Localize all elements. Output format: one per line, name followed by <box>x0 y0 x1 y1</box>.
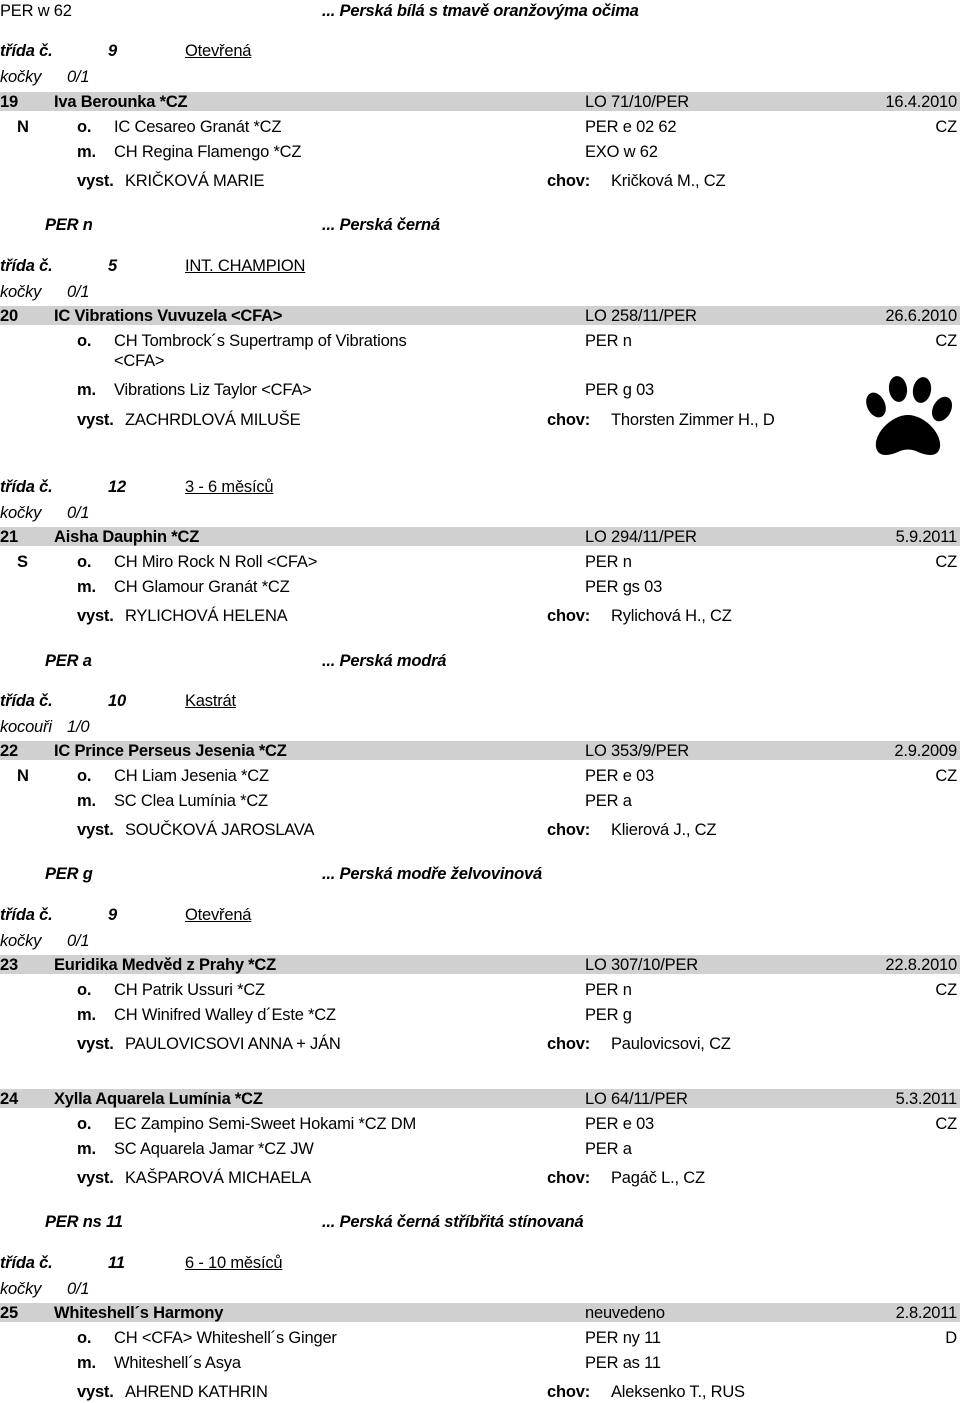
mother-name: CH Regina Flamengo *CZ <box>114 143 302 161</box>
entry-registration: LO 71/10/PER <box>585 93 689 111</box>
father-name-continued: <CFA> <box>114 352 165 370</box>
class-label: třída č. <box>0 692 53 710</box>
sex-label: kočky <box>0 1280 42 1298</box>
exhibitor-label: vyst. <box>77 607 114 625</box>
class-number: 9 <box>108 42 117 60</box>
sex-count: 0/1 <box>67 68 90 86</box>
father-name: CH Miro Rock N Roll <CFA> <box>114 553 318 571</box>
entry-number: 21 <box>0 528 18 546</box>
entry-country: CZ <box>935 553 957 571</box>
class-name: 3 - 6 měsíců <box>185 478 274 496</box>
mother-label: m. <box>77 381 96 399</box>
entry-name: Xylla Aquarela Lumínia *CZ <box>54 1090 263 1108</box>
father-label: o. <box>77 553 92 571</box>
class-label: třída č. <box>0 478 53 496</box>
sex-count: 0/1 <box>67 932 90 950</box>
class-label: třída č. <box>0 257 53 275</box>
breeder-label: chov: <box>547 1383 591 1401</box>
mother-ems: PER g <box>585 1006 632 1024</box>
father-ems: PER n <box>585 981 632 999</box>
mother-name: Whiteshell´s Asya <box>114 1354 241 1372</box>
sex-count: 0/1 <box>67 1280 90 1298</box>
father-name: CH Tombrock´s Supertramp of Vibrations <box>114 332 407 350</box>
father-label: o. <box>77 767 92 785</box>
entry-number: 25 <box>0 1304 18 1322</box>
entry-registration: LO 307/10/PER <box>585 956 698 974</box>
sex-label: kočky <box>0 932 42 950</box>
entry-country: CZ <box>935 1115 957 1133</box>
exhibitor-name: AHREND KATHRIN <box>125 1383 268 1401</box>
father-ems: PER ny 11 <box>585 1329 661 1347</box>
breeder-name: Aleksenko T., RUS <box>611 1383 745 1401</box>
class-number: 9 <box>108 906 117 924</box>
exhibitor-name: KRIČKOVÁ MARIE <box>125 172 265 190</box>
breeder-label: chov: <box>547 607 591 625</box>
entry-registration: LO 294/11/PER <box>585 528 697 546</box>
entry-name: Whiteshell´s Harmony <box>54 1304 224 1322</box>
breeder-name: Kričková M., CZ <box>611 172 726 190</box>
entry-country: CZ <box>935 981 957 999</box>
breeder-name: Klierová J., CZ <box>611 821 717 839</box>
mother-name: CH Glamour Granát *CZ <box>114 578 290 596</box>
breeder-name: Pagáč L., CZ <box>611 1169 705 1187</box>
entry-name: IC Vibrations Vuvuzela <CFA> <box>54 307 283 325</box>
father-ems: PER e 03 <box>585 1115 655 1133</box>
section-code: PER n <box>45 216 93 234</box>
mother-ems: PER a <box>585 792 632 810</box>
exhibitor-name: PAULOVICSOVI ANNA + JÁN <box>125 1035 341 1053</box>
entry-birthdate: 26.6.2010 <box>885 307 957 325</box>
mother-name: CH Winifred Walley d´Este *CZ <box>114 1006 336 1024</box>
mother-ems: EXO w 62 <box>585 143 658 161</box>
father-label: o. <box>77 118 92 136</box>
entry-birthdate: 2.8.2011 <box>895 1304 957 1322</box>
entry-mark: N <box>17 767 29 785</box>
entry-name: Aisha Dauphin *CZ <box>54 528 200 546</box>
class-name: Otevřená <box>185 906 252 924</box>
entry-name: Euridika Medvěd z Prahy *CZ <box>54 956 276 974</box>
mother-ems: PER gs 03 <box>585 578 663 596</box>
class-label: třída č. <box>0 42 53 60</box>
sex-count: 0/1 <box>67 283 90 301</box>
father-name: CH Patrik Ussuri *CZ <box>114 981 265 999</box>
breeder-name: Thorsten Zimmer H., D <box>611 411 775 429</box>
exhibitor-name: SOUČKOVÁ JAROSLAVA <box>125 821 315 839</box>
mother-name: SC Clea Lumínia *CZ <box>114 792 268 810</box>
father-name: EC Zampino Semi-Sweet Hokami *CZ DM <box>114 1115 416 1133</box>
breeder-label: chov: <box>547 1169 591 1187</box>
entry-birthdate: 5.3.2011 <box>895 1090 957 1108</box>
mother-label: m. <box>77 1140 96 1158</box>
father-ems: PER e 02 62 <box>585 118 677 136</box>
entry-name: Iva Berounka *CZ <box>54 93 188 111</box>
entry-name: IC Prince Perseus Jesenia *CZ <box>54 742 287 760</box>
father-name: CH <CFA> Whiteshell´s Ginger <box>114 1329 337 1347</box>
section-code: PER ns 11 <box>45 1213 123 1231</box>
entry-country: D <box>945 1329 957 1347</box>
breeder-label: chov: <box>547 821 591 839</box>
exhibitor-label: vyst. <box>77 411 114 429</box>
entry-number: 22 <box>0 742 18 760</box>
class-number: 5 <box>108 257 117 275</box>
class-name: 6 - 10 měsíců <box>185 1254 283 1272</box>
entry-registration: LO 353/9/PER <box>585 742 689 760</box>
mother-label: m. <box>77 578 96 596</box>
entry-registration: LO 64/11/PER <box>585 1090 688 1108</box>
entry-number: 19 <box>0 93 18 111</box>
sex-label: kočky <box>0 504 42 522</box>
exhibitor-label: vyst. <box>77 1035 114 1053</box>
section-name: ... Perská černá <box>322 216 440 234</box>
class-number: 10 <box>108 692 126 710</box>
class-number: 11 <box>108 1254 125 1272</box>
entry-country: CZ <box>935 118 957 136</box>
entry-number: 23 <box>0 956 18 974</box>
class-number: 12 <box>108 478 126 496</box>
breeder-label: chov: <box>547 172 591 190</box>
class-name: Kastrát <box>185 692 236 710</box>
mother-label: m. <box>77 143 96 161</box>
mother-label: m. <box>77 1354 96 1372</box>
father-label: o. <box>77 981 92 999</box>
paw-print-icon <box>858 373 958 463</box>
section-code: PER w 62 <box>0 2 72 20</box>
father-ems: PER n <box>585 553 632 571</box>
father-name: CH Liam Jesenia *CZ <box>114 767 269 785</box>
section-code: PER g <box>45 865 93 883</box>
father-label: o. <box>77 1115 92 1133</box>
exhibitor-label: vyst. <box>77 1383 114 1401</box>
mother-ems: PER g 03 <box>585 381 655 399</box>
section-name: ... Perská modře želvovinová <box>322 865 543 883</box>
entry-number: 24 <box>0 1090 18 1108</box>
entry-country: CZ <box>935 767 957 785</box>
section-name: ... Perská modrá <box>322 652 447 670</box>
section-code: PER a <box>45 652 92 670</box>
entry-birthdate: 2.9.2009 <box>894 742 957 760</box>
sex-label: kocouři <box>0 718 52 736</box>
sex-label: kočky <box>0 68 42 86</box>
entry-mark: N <box>17 118 29 136</box>
entry-birthdate: 16.4.2010 <box>885 93 957 111</box>
breeder-name: Rylichová H., CZ <box>611 607 732 625</box>
entry-registration: neuvedeno <box>585 1304 665 1322</box>
exhibitor-name: ZACHRDLOVÁ MILUŠE <box>125 411 301 429</box>
mother-label: m. <box>77 1006 96 1024</box>
father-label: o. <box>77 332 92 350</box>
section-name: ... Perská bílá s tmavě oranžovýma očima <box>322 2 639 20</box>
entry-country: CZ <box>935 332 957 350</box>
exhibitor-label: vyst. <box>77 172 114 190</box>
breeder-name: Paulovicsovi, CZ <box>611 1035 731 1053</box>
mother-name: SC Aquarela Jamar *CZ JW <box>114 1140 314 1158</box>
mother-ems: PER as 11 <box>585 1354 661 1372</box>
class-name: Otevřená <box>185 42 252 60</box>
entry-birthdate: 22.8.2010 <box>885 956 957 974</box>
entry-number: 20 <box>0 307 18 325</box>
entry-mark: S <box>17 553 28 571</box>
sex-count: 0/1 <box>67 504 90 522</box>
father-ems: PER n <box>585 332 632 350</box>
father-label: o. <box>77 1329 92 1347</box>
section-name: ... Perská černá stříbřitá stínovaná <box>322 1213 584 1231</box>
mother-ems: PER a <box>585 1140 632 1158</box>
father-ems: PER e 03 <box>585 767 655 785</box>
mother-name: Vibrations Liz Taylor <CFA> <box>114 381 312 399</box>
class-label: třída č. <box>0 1254 53 1272</box>
exhibitor-name: RYLICHOVÁ HELENA <box>125 607 288 625</box>
breeder-label: chov: <box>547 411 591 429</box>
sex-count: 1/0 <box>67 718 90 736</box>
entry-registration: LO 258/11/PER <box>585 307 697 325</box>
sex-label: kočky <box>0 283 42 301</box>
class-name: INT. CHAMPION <box>185 257 306 275</box>
class-label: třída č. <box>0 906 53 924</box>
exhibitor-name: KAŠPAROVÁ MICHAELA <box>125 1169 311 1187</box>
mother-label: m. <box>77 792 96 810</box>
exhibitor-label: vyst. <box>77 821 114 839</box>
breeder-label: chov: <box>547 1035 591 1053</box>
exhibitor-label: vyst. <box>77 1169 114 1187</box>
entry-birthdate: 5.9.2011 <box>895 528 957 546</box>
father-name: IC Cesareo Granát *CZ <box>114 118 282 136</box>
